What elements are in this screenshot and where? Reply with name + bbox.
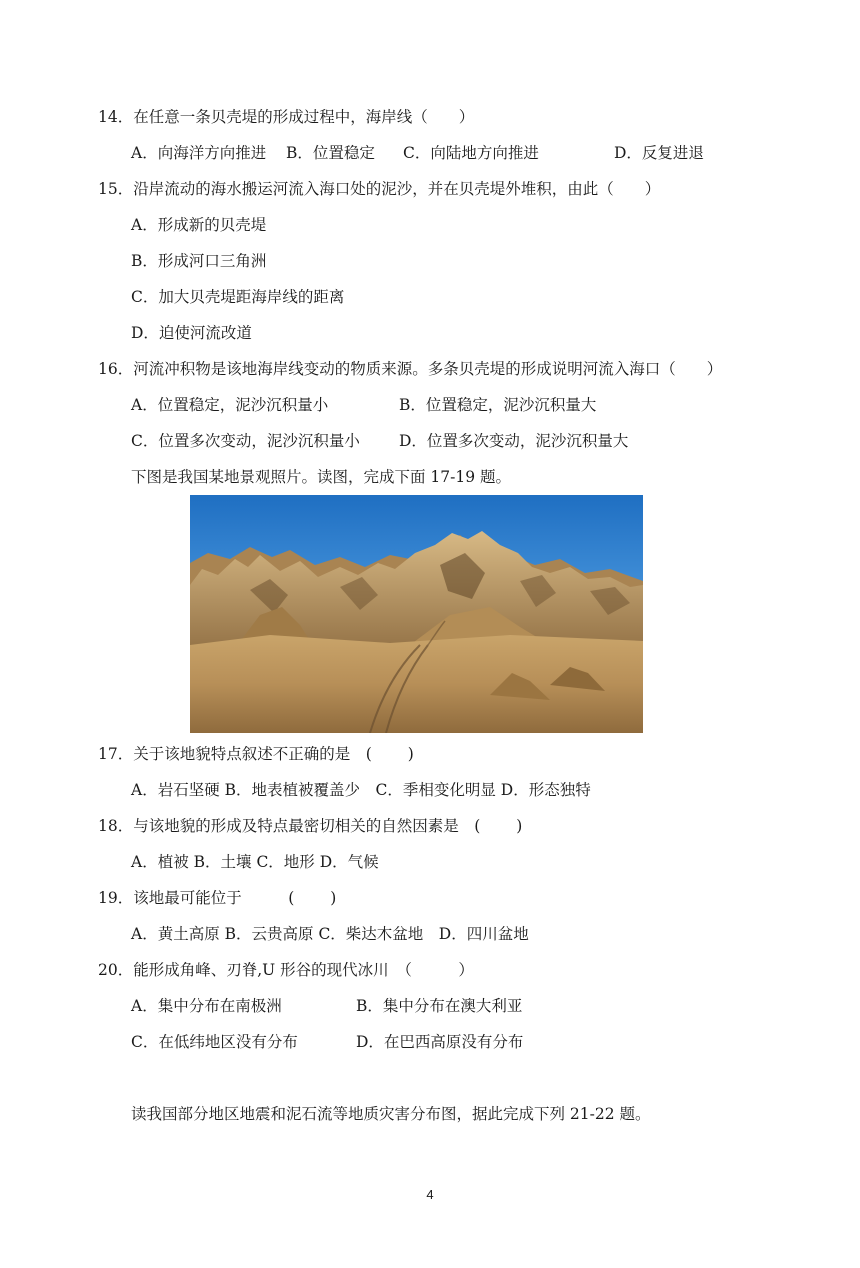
option-b: B．位置稳定 (286, 144, 375, 162)
question-18-options: A．植被 B．土壤 C．地形 D．气候 (131, 853, 379, 871)
intro-21-22: 读我国部分地区地震和泥石流等地质灾害分布图，据此完成下列 21-22 题。 (131, 1105, 651, 1123)
question-15-option-d: D．迫使河流改道 (131, 324, 252, 342)
question-15-option-b: B．形成河口三角洲 (131, 252, 267, 270)
question-19-options: A．黄土高原 B．云贵高原 C．柴达木盆地 D．四川盆地 (131, 925, 529, 943)
question-16-stem: 16．河流冲积物是该地海岸线变动的物质来源。多条贝壳堤的形成说明河流入海口（ ） (98, 360, 723, 378)
option-b: B．位置稳定，泥沙沉积量大 (399, 396, 597, 414)
question-15-option-c: C．加大贝壳堤距海岸线的距离 (131, 288, 345, 306)
option-a: A．向海洋方向推进 (131, 144, 267, 162)
question-20-stem: 20．能形成角峰、刃脊,U 形谷的现代冰川 （ ） (98, 961, 474, 979)
question-15-option-a: A．形成新的贝壳堤 (131, 216, 267, 234)
option-c: C．在低纬地区没有分布 (131, 1033, 298, 1051)
question-18-stem: 18．与该地貌的形成及特点最密切相关的自然因素是 ( ) (98, 817, 523, 835)
option-a: A．集中分布在南极洲 (131, 997, 282, 1015)
option-c: C．向陆地方向推进 (403, 144, 539, 162)
question-14-stem: 14．在任意一条贝壳堤的形成过程中，海岸线（ ） (98, 108, 475, 126)
option-d: D．在巴西高原没有分布 (356, 1033, 524, 1051)
option-d: D．位置多次变动，泥沙沉积量大 (399, 432, 629, 450)
option-b: B．集中分布在澳大利亚 (356, 997, 523, 1015)
page-number: 4 (426, 1187, 434, 1202)
question-19-stem: 19．该地最可能位于 ( ) (98, 889, 337, 907)
intro-17-19: 下图是我国某地景观照片。读图，完成下面 17-19 题。 (131, 468, 512, 486)
question-17-stem: 17．关于该地貌特点叙述不正确的是 ( ) (98, 745, 414, 763)
landscape-photo (190, 495, 643, 733)
option-a: A．位置稳定，泥沙沉积量小 (131, 396, 329, 414)
question-15-stem: 15．沿岸流动的海水搬运河流入海口处的泥沙，并在贝壳堤外堆积，由此（ ） (98, 180, 661, 198)
option-c: C．位置多次变动，泥沙沉积量小 (131, 432, 360, 450)
question-17-options: A．岩石坚硬 B．地表植被覆盖少 C．季相变化明显 D．形态独特 (131, 781, 591, 799)
option-d: D．反复进退 (614, 144, 704, 162)
